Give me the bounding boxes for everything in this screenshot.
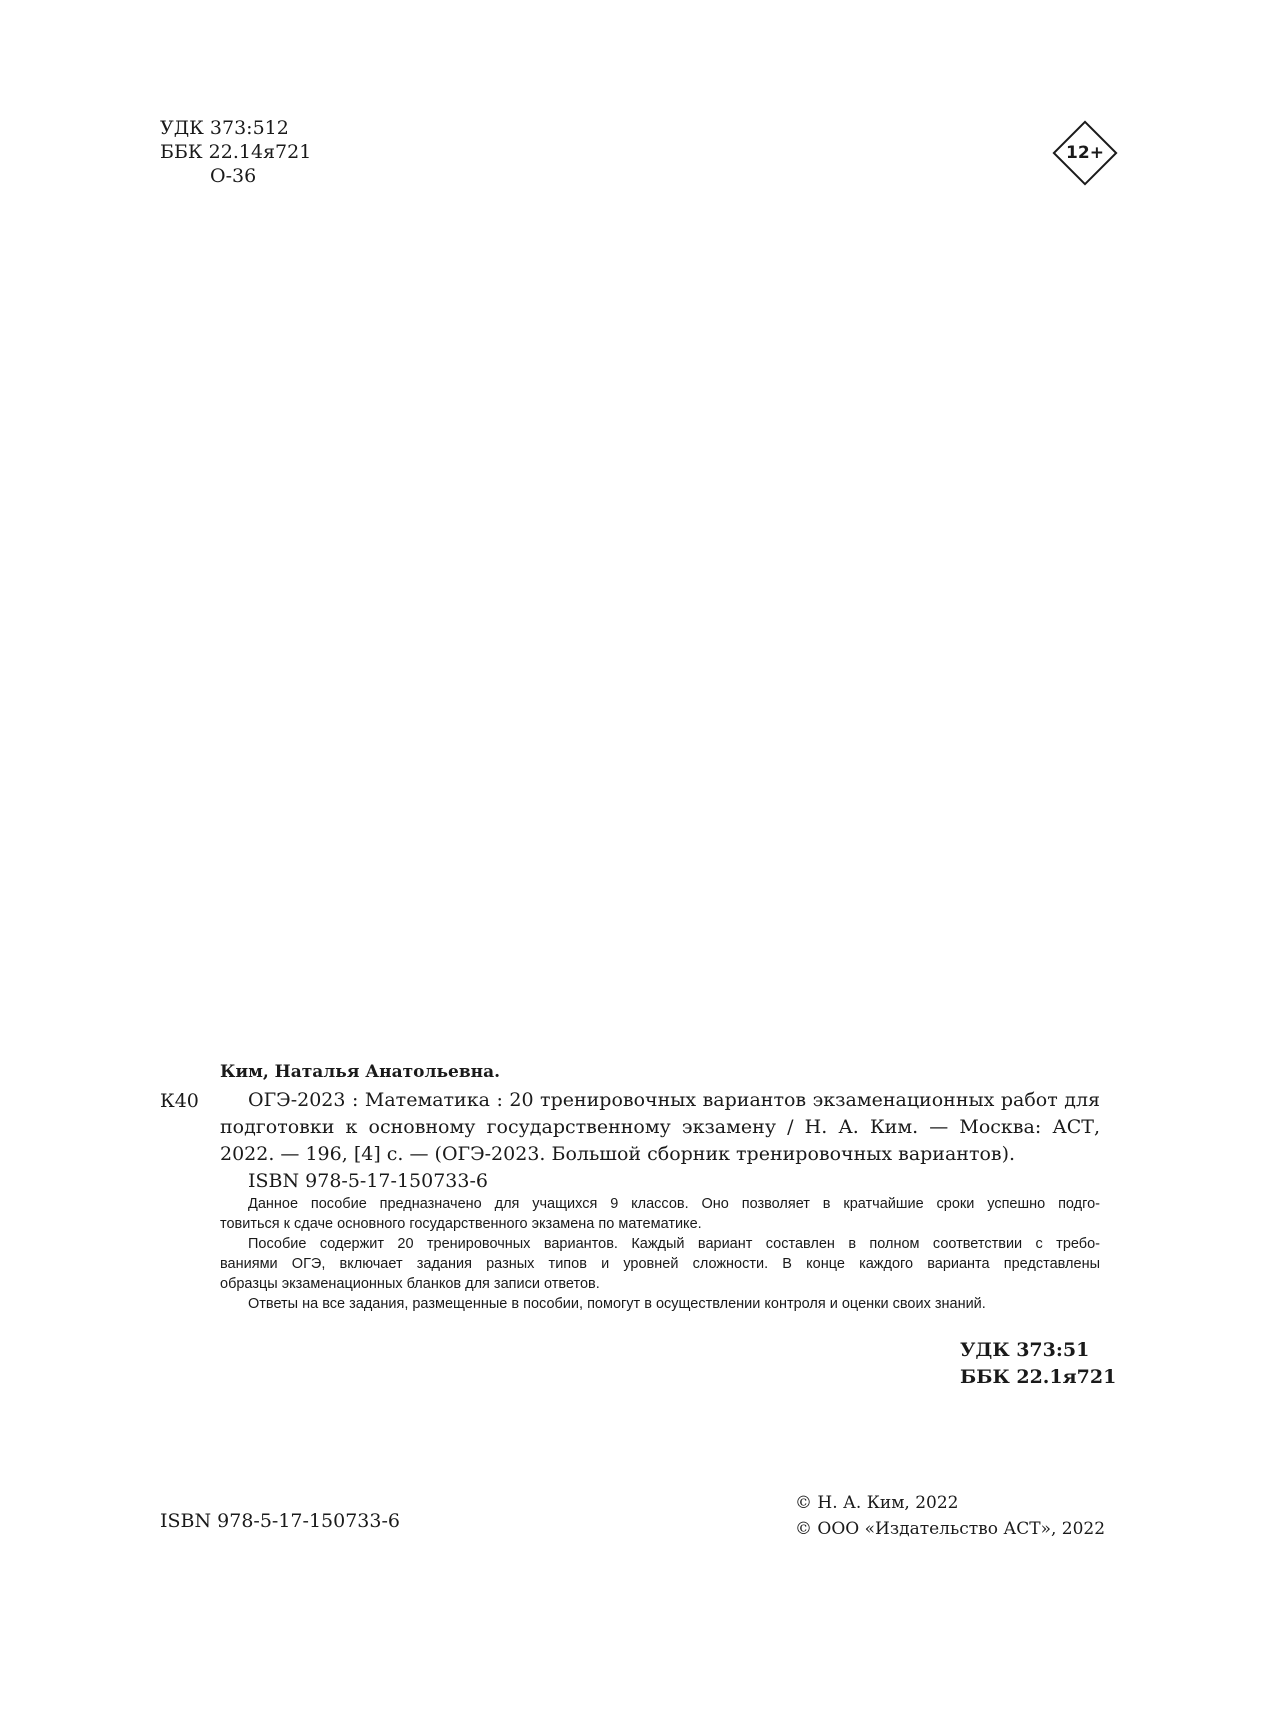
author-code: К40 [160,1090,199,1112]
top-catalog-block [160,116,311,188]
top-author-mark: О-36 [210,165,257,187]
annotation-line-5: образцы экзаменационных бланков для записи ответов. [220,1276,600,1292]
copyright-author: © Н. А. Ким, 2022 [795,1493,959,1513]
copyright-publisher: © ООО «Издательство АСТ», 2022 [795,1519,1106,1539]
record-isbn: ISBN 978-5-17-150733-6 [248,1170,488,1192]
copyright-block [795,1490,1105,1542]
annotation [220,1194,1100,1314]
bibliographic-record [220,1087,1100,1195]
record-author: Ким, Наталья Анатольевна. [220,1062,501,1082]
isbn-bottom: ISBN 978-5-17-150733-6 [160,1510,400,1532]
bottom-udk: УДК 373:51 [960,1339,1090,1361]
record-line-2: подготовки к основному государственному экзамену / Н. А. Ким. — Москва: АСТ, [220,1116,1100,1138]
top-udk: УДК 373:512 [160,117,289,139]
top-bbk: ББК 22.14я721 [160,141,312,163]
annotation-line-1: Данное пособие предназначено для учащихся 9 классов. Оно позволяет в кратчайшие сроки успешно подго- [248,1196,1100,1212]
annotation-line-6: Ответы на все задания, размещенные в пособии, помогут в осуществлении контроля и оценки своих знаний. [248,1296,986,1312]
record-line-3: 2022. — 196, [4] с. — (ОГЭ-2023. Большой сборник тренировочных вариантов). [220,1143,1016,1165]
annotation-line-2: товиться к сдаче основного государственного экзамена по математике. [220,1216,702,1232]
age-rating-label: 12+ [1066,143,1104,163]
bottom-bbk: ББК 22.1я721 [960,1366,1117,1388]
bottom-catalog-block [960,1337,1116,1391]
annotation-line-4: ваниями ОГЭ, включает задания разных типов и уровней сложности. В конце каждого варианта представлены [220,1256,1100,1272]
record-line-1: ОГЭ-2023 : Математика : 20 тренировочных вариантов экзаменационных работ для [248,1089,1100,1111]
age-rating-badge [1052,120,1118,186]
annotation-line-3: Пособие содержит 20 тренировочных вариантов. Каждый вариант составлен в полном соответствии с требо- [248,1236,1100,1252]
